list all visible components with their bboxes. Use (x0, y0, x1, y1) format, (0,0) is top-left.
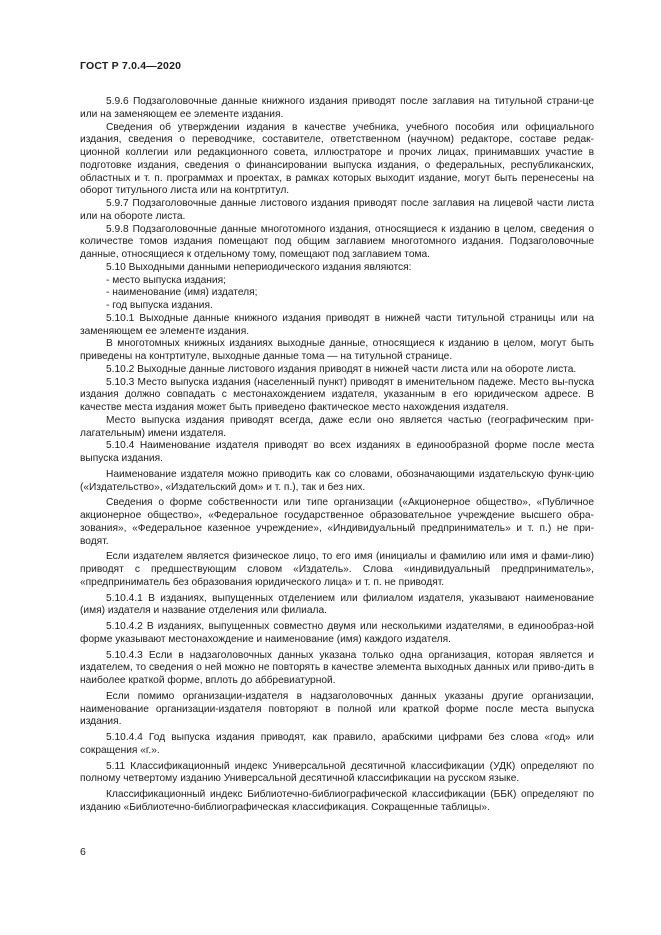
paragraph: 5.10.4.2 В изданиях, выпущенных совместно двумя или несколькими издателями, в единообраз-ной форме указывают местонахождение и наименование (имя) каждого издателя. (80, 621, 594, 645)
paragraph: 5.10.4.3 Если в надзаголовочных данных указана только одна организация, которая является и издателем, то сведения о ней можно не повторять в качестве элемента выходных данных или приво-дить в наиболее краткой форме, вплоть до аббревиатурной. (80, 649, 594, 686)
paragraph: 5.10.3 Место выпуска издания (населенный пункт) приводят в именительном падеже. Место вы-пуска издания должно совпадать с местонахождением издателя, указанным в его юридическом адресе. В качестве места издания может быть приведено фактическое место нахождения издателя. (80, 376, 594, 413)
document-body (80, 96, 594, 815)
paragraph: Если издателем является физическое лицо, то его имя (инициалы и фамилию или имя и фами-лию) приводят с предшествующим словом «Издатель». Слова «индивидуальный предприниматель», «предприниматель без образования юридического лица» и т. п. не приводят. (80, 551, 594, 588)
paragraph: 5.10.2 Выходные данные листового издания приводят в нижней части листа или на обороте листа. (106, 363, 577, 375)
paragraph: 5.9.8 Подзаголовочные данные многотомного издания, относящиеся к изданию в целом, сведения о количестве томов издания помещают под общим заглавием многотомного издания. Подзаголовочные данные, относящиеся к отдельному тому, помещают под заглавием тома. (80, 223, 594, 260)
paragraph: 5.10.4.4 Год выпуска издания приводят, как правило, арабскими цифрами без слова «год» или сокращения «г.». (80, 732, 594, 756)
paragraph: 5.10.4.1 В изданиях, выпущенных отделением или филиалом издателя, указывают наименование (имя) издателя и название отделения или филиала. (80, 592, 594, 617)
document-header: ГОСТ Р 7.0.4—2020 (80, 60, 182, 72)
paragraph: Сведения о форме собственности или типе организации («Акционерное общество», «Публичное акционерное общество», «Федеральное государственное образовательное учреждение высшего обра-зования», «Федеральное казенное учреждение», «Индивидуальный предприниматель» и т. п.) не при-водят. (80, 497, 594, 547)
list-item: - место выпуска издания; (106, 274, 226, 286)
paragraph: 5.9.6 Подзаголовочные данные книжного издания приводят после заглавия на титульной страни-це или на заменяющем ее элементе издания. (80, 96, 594, 120)
paragraph: 5.9.7 Подзаголовочные данные листового издания приводят после заглавия на лицевой части листа или на обороте листа. (80, 198, 594, 222)
paragraph: Место выпуска издания приводят всегда, даже если оно является частью (географическим при-лагательным) имени издателя. (80, 414, 594, 439)
list-item: - наименование (имя) издателя; (106, 287, 258, 299)
paragraph: Если помимо организации-издателя в надзаголовочных данных указаны другие организации, наименование организации-издателя повторяют в полной или краткой форме после места выпуска издания. (80, 690, 594, 728)
paragraph: В многотомных книжных изданиях выходные данные, относящиеся к изданию в целом, могут быть приведены на контртитуле, выходные данные тома — на титульной странице. (80, 338, 594, 362)
list-item: - год выпуска издания. (106, 300, 213, 311)
paragraph: 5.10.4 Наименование издателя приводят во всех изданиях в единообразной форме после места выпуска издания. (80, 440, 594, 464)
paragraph: 5.11 Классификационный индекс Универсальной десятичной классификации (УДК) определяют по полному четвертому изданию Универсальной десятичной классификации на русском языке. (80, 760, 594, 785)
paragraph: Наименование издателя можно приводить как со словами, обозначающими издательскую функ-цию («Издательство», «Издательский дом» и т. п.), так и без них. (80, 468, 594, 493)
paragraph: Классификационный индекс Библиотечно-библиографической классификации (ББК) определяют по изданию «Библиотечно-библиографическая классификация. Сокращенные таблицы». (80, 789, 594, 813)
paragraph: 5.10.1 Выходные данные книжного издания приводят в нижней части титульной страницы или на заменяющем ее элементе издания. (80, 312, 594, 337)
page-number: 6 (80, 846, 86, 858)
paragraph: 5.10 Выходными данными непериодического издания являются: (106, 261, 412, 273)
paragraph: Сведения об утверждении издания в качестве учебника, учебного пособия или официального издания, сведения о переводчике, составителе, ответственном (научном) редакторе, составе редак-ционной коллегии или редакционного совета, иллюстраторе и прочих лицах, принимавших участие в подготовке издания, сведения о финансировании выпуска издания, о федеральных, республиканских, областных и т. п. программах и проектах, в рамках которых выходит издание, могут быть перенесены на оборот титульного листа или на контртитул. (80, 121, 594, 197)
